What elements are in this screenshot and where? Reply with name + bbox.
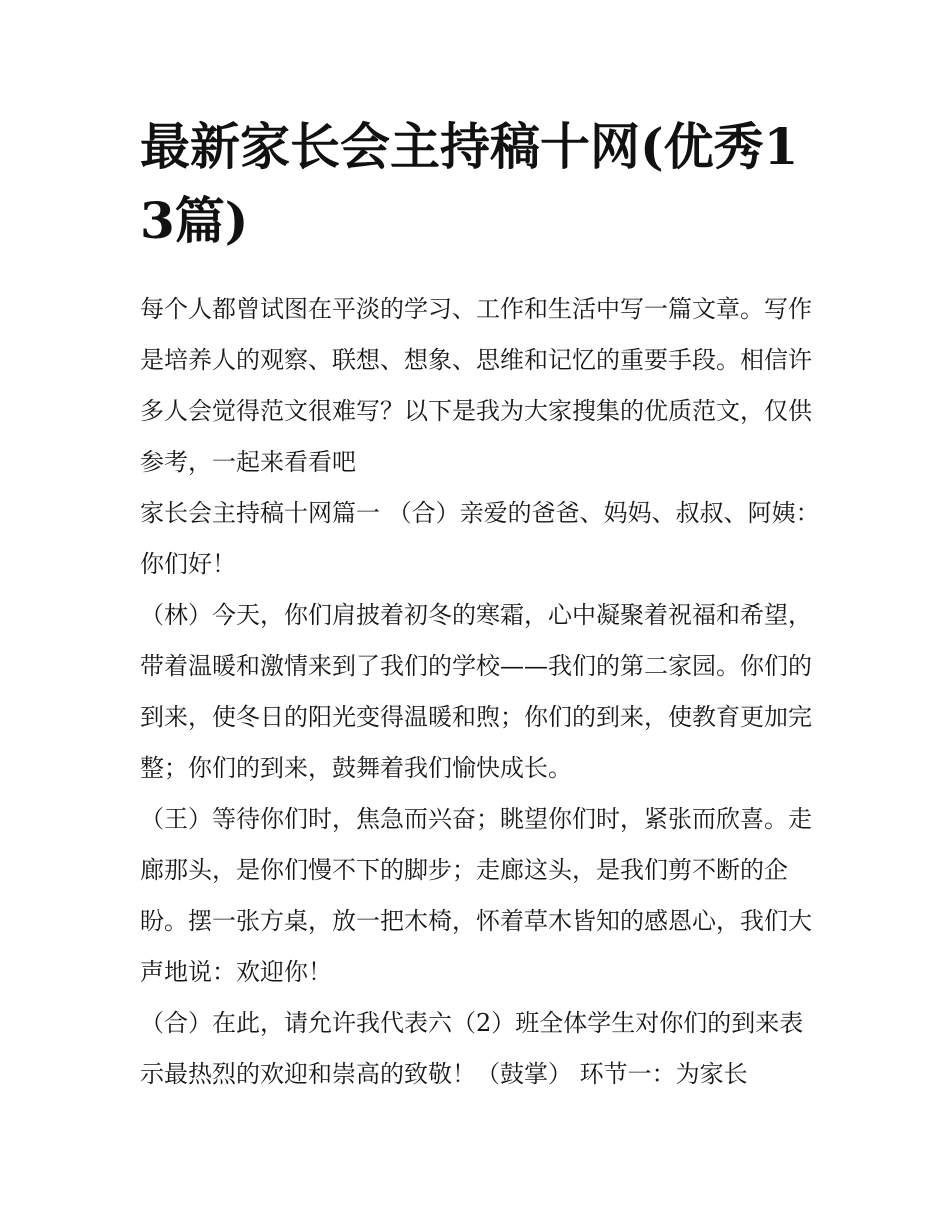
paragraph-together: （合）在此，请允许我代表六（2）班全体学生对你们的到来表示最热烈的欢迎和崇高的致敬！（鼓掌） 环节一：为家长: [140, 1009, 804, 1088]
document-title: 最新家长会主持稿十网(优秀13篇): [140, 117, 799, 250]
paragraph-wang: （王）等待你们时，焦急而兴奋；眺望你们时，紧张而欣喜。走廊那头，是你们慢不下的脚步；走廊这头，是我们剪不断的企盼。摆一张方桌，放一把木椅，怀着草木皆知的感恩心，我们大声地说：欢迎你！: [140, 805, 812, 986]
paragraph-greeting: 家长会主持稿十网篇一 （合）亲爱的爸爸、妈妈、叔叔、阿姨：你们好！: [140, 499, 820, 578]
paragraph-intro: 每个人都曾试图在平淡的学习、工作和生活中写一篇文章。写作是培养人的观察、联想、想象、思维和记忆的重要手段。相信许多人会觉得范文很难写？以下是我为大家搜集的优质范文，仅供参考，一起来看看吧: [140, 295, 812, 476]
document-page: [140, 110, 820, 1100]
paragraph-lin: （林）今天，你们肩披着初冬的寒霜，心中凝聚着祝福和希望，带着温暖和激情来到了我们的学校——我们的第二家园。你们的到来，使冬日的阳光变得温暖和煦；你们的到来，使教育更加完整；你们的到来，鼓舞着我们愉快成长。: [140, 601, 812, 782]
